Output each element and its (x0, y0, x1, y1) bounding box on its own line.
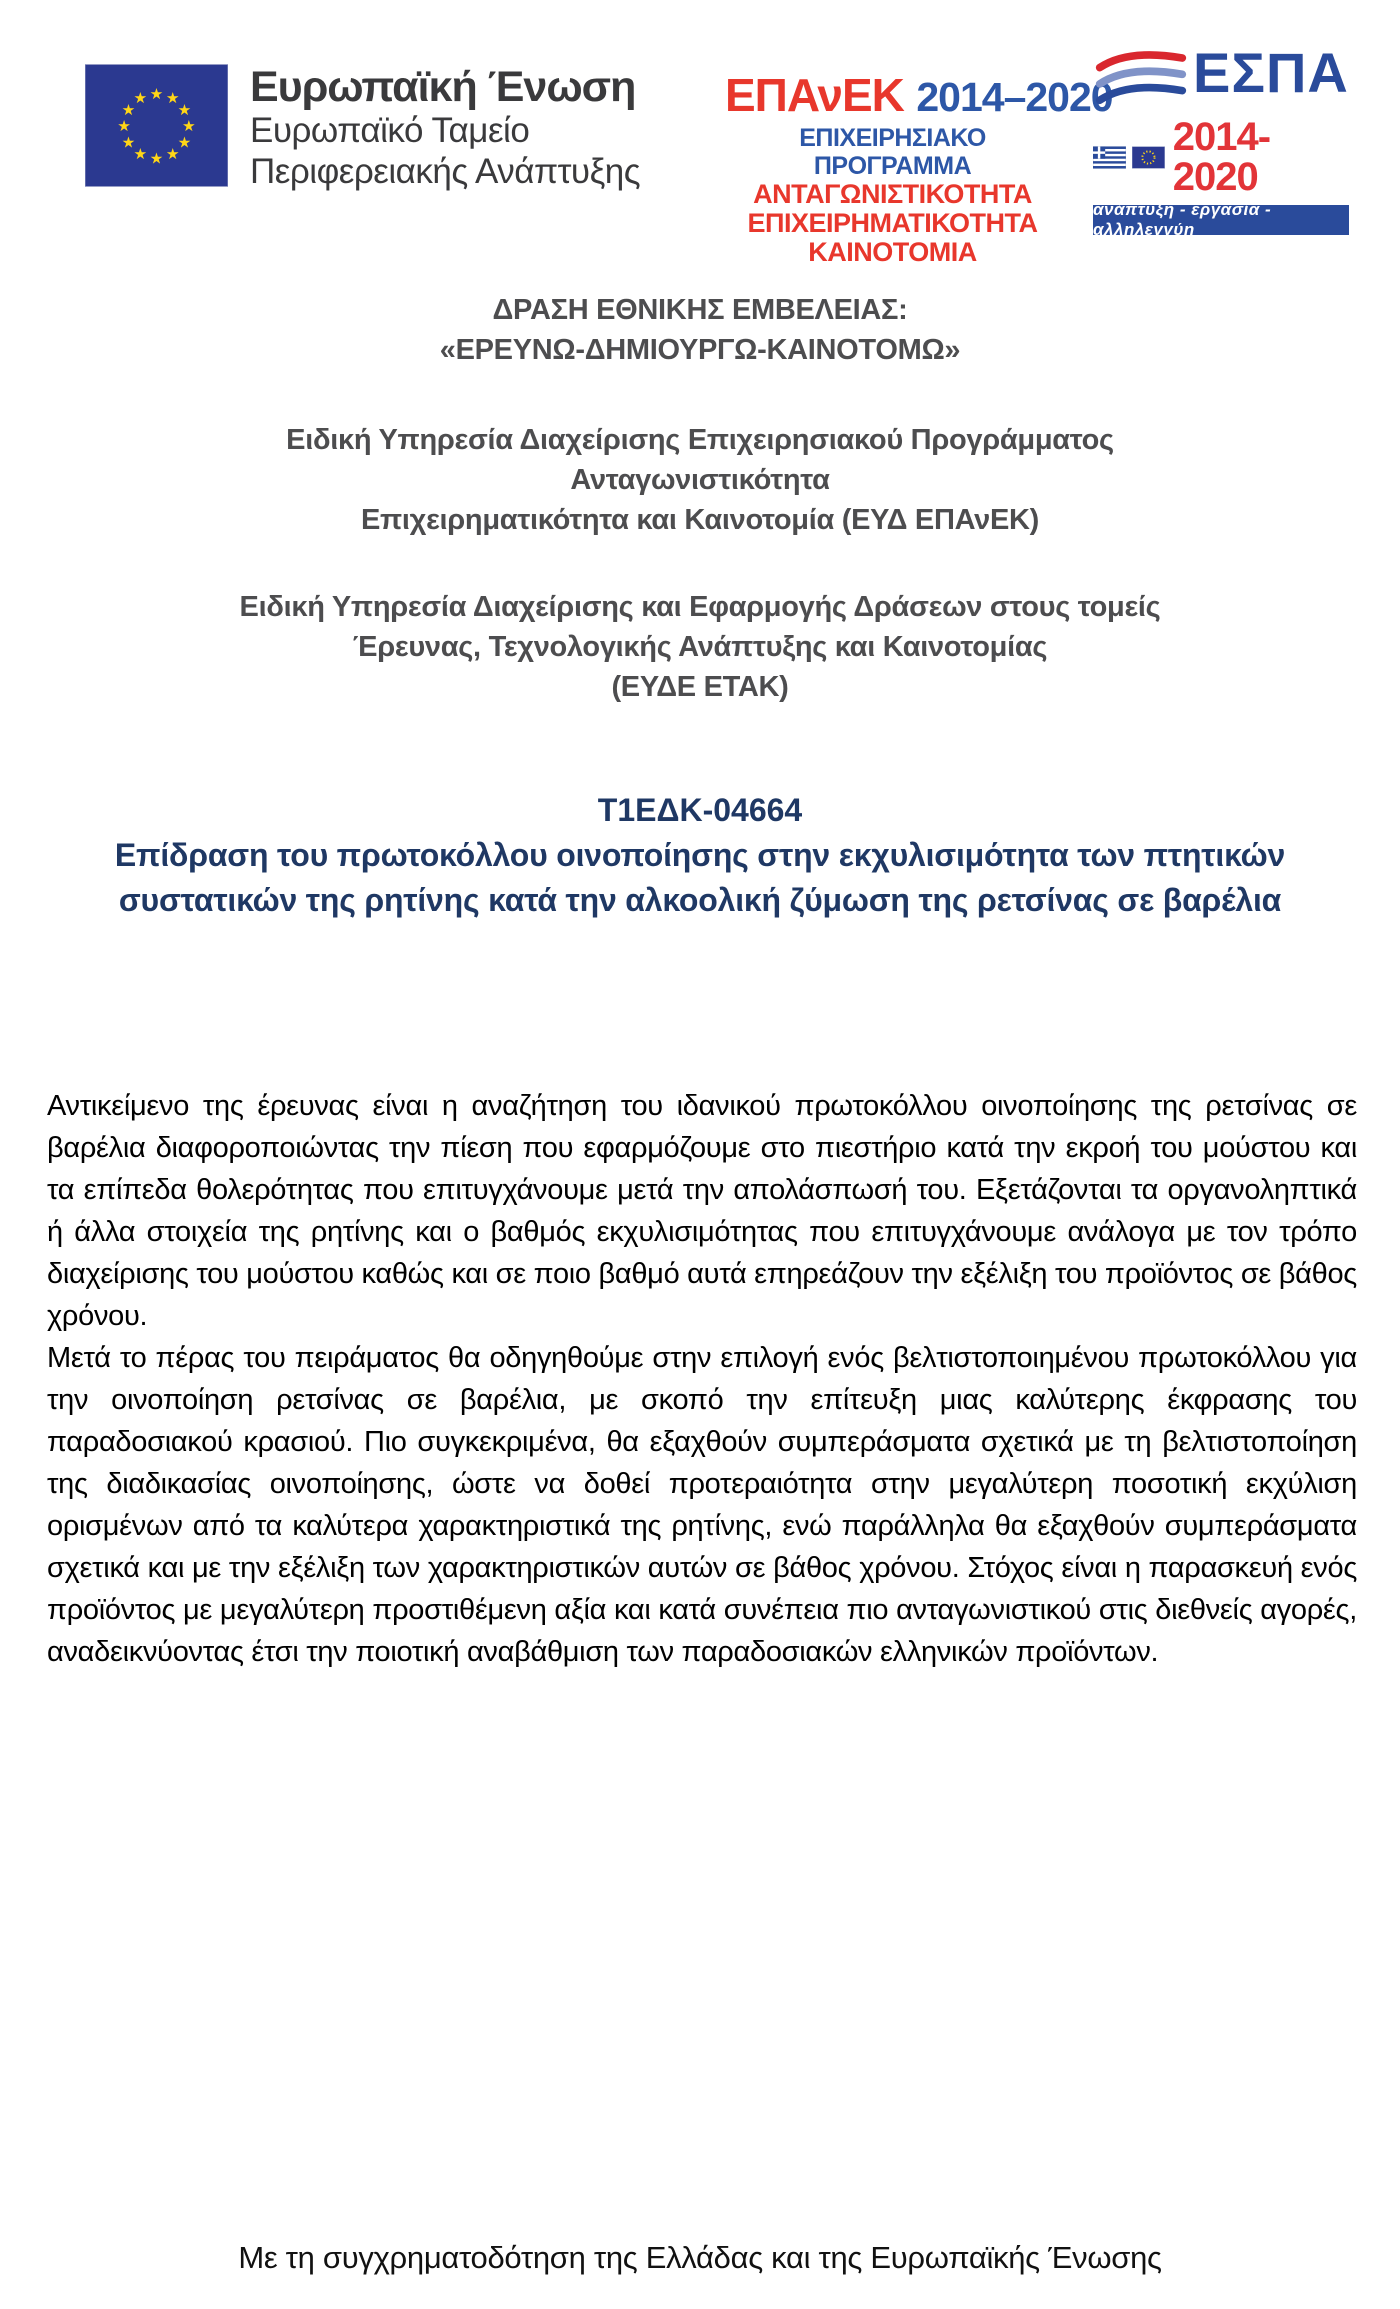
svg-text:★: ★ (182, 117, 196, 136)
svg-text:★: ★ (177, 133, 192, 152)
eu-flag-icon (85, 62, 228, 189)
description-paragraph-1: Αντικείμενο της έρευνας είναι η αναζήτηση του ιδανικού πρωτοκόλλου οινοποίησης της ρετσίνας σε βαρέλια διαφοροποιώντας την πίεση που εφαρμόζουμε στο πιεστήριο κατά την εκροή του μούστου και τα επίπεδα θολερότητας που επιτυγχάνουμε μετά την απολάσπωσή του. Εξετάζονται τα οργανοληπτικά ή άλλα στοιχεία της ρητίνης και ο βαθμός εκχυλισιμότητας που επιτυγχάνουμε ανάλογα με τον τρόπο διαχείρισης του μούστου καθώς και σε ποιο βαθμό αυτά επηρεάζουν την εξέλιξη του προϊόντος σε βάθος χρόνου. (47, 1090, 1357, 1332)
espa-logo (1093, 41, 1349, 239)
action-heading-line2: «ΕΡΕΥΝΩ-ΔΗΜΙΟΥΡΓΩ-ΚΑΙΝΟΤΟΜΩ» (439, 334, 961, 366)
espa-period: 2014-2020 (1172, 115, 1271, 199)
action-heading-line1: ΔΡΑΣΗ ΕΘΝΙΚΗΣ ΕΜΒΕΛΕΙΑΣ: (492, 294, 908, 326)
svg-text:★: ★ (133, 145, 148, 164)
svg-text:★: ★ (133, 89, 148, 108)
espa-top-row (1093, 41, 1349, 113)
greek-flag-icon (1093, 146, 1126, 169)
eu-logo-text (250, 62, 640, 193)
espa-banner (1093, 200, 1349, 239)
cofinancing-footer (0, 2240, 1400, 2276)
managing-authority-line3: Επιχειρηματικότητα και Καινοτομία (ΕΥΔ ΕΠΑνΕΚ) (360, 504, 1040, 536)
svg-text:★: ★ (149, 149, 164, 168)
svg-text:★: ★ (117, 117, 131, 136)
eu-flag-small-icon (1132, 146, 1165, 169)
eu-logo (85, 62, 640, 193)
cofinancing-text: Με τη συγχρηματοδότηση της Ελλάδας και της Ευρωπαϊκής Ένωσης (238, 2240, 1162, 2275)
eu-fund-line1: Ευρωπαϊκό Ταμείο (250, 111, 530, 151)
epanek-logo (725, 69, 1113, 268)
svg-text:★: ★ (177, 101, 192, 120)
svg-text:★: ★ (165, 145, 180, 164)
special-service-line3: (ΕΥΔΕ ΕΤΑΚ) (611, 671, 789, 703)
epanek-programme-line: ΕΠΙΧΕΙΡΗΣΙΑΚΟ ΠΡΟΓΡΑΜΜΑ (799, 124, 986, 180)
managing-authority-line2: Ανταγωνιστικότητα (570, 464, 830, 496)
espa-waves-icon (1093, 51, 1189, 113)
espa-name: ΕΣΠΑ (1193, 41, 1349, 104)
special-service-line2: Έρευνας, Τεχνολογικής Ανάπτυξης και Καινοτομίας (352, 631, 1048, 663)
svg-text:★: ★ (121, 133, 136, 152)
eu-fund-line2: Περιφερειακής Ανάπτυξης (250, 152, 641, 192)
eu-union-title: Ευρωπαϊκή Ένωση (250, 63, 636, 111)
project-title-block (45, 788, 1355, 923)
epanek-period: 2014–2020 (916, 74, 1113, 120)
description-paragraph-2: Μετά το πέρας του πειράματος θα οδηγηθούμε στην επιλογή ενός βελτιστοποιημένου πρωτοκόλλου για την οινοποίηση ρετσίνας σε βαρέλια, με σκοπό την επίτευξη μιας καλύτερης έκφρασης του παραδοσιακού κρασιού. Πιο συγκεκριμένα, θα εξαχθούν συμπεράσματα σχετικά με τη βελτιστοποίηση της διαδικασίας οινοποίησης, ώστε να δοθεί προτεραιότητα στην μεγαλύτερη ποσοτική εκχύλιση ορισμένων από τα καλύτερα χαρακτηριστικά της ρητίνης, ενώ παράλληλα θα εξαχθούν συμπεράσματα σχετικά και με την εξέλιξη των χαρακτηριστικών αυτών σε βάθος χρόνου. Στόχος είναι η παρασκευή ενός προϊόντος με μεγαλύτερη προστιθέμενη αξία και κατά συνέπεια πιο ανταγωνιστικού στις διεθνείς αγορές, αναδεικνύοντας έτσι την ποιοτική αναβάθμιση των παραδοσιακών ελληνικών προϊόντων. (47, 1342, 1357, 1668)
project-code: Τ1ΕΔΚ-04664 (597, 792, 803, 828)
epanek-name: ΕΠΑνΕΚ (725, 69, 904, 121)
svg-text:★: ★ (121, 101, 136, 120)
project-title: Επίδραση του πρωτοκόλλου οινοποίησης στην εκχυλισιμότητα των πτητικών συστατικών της ρητίνης κατά την αλκοολική ζύμωση της ρετσίνας σε βαρέλια (114, 837, 1286, 918)
espa-banner-text: ανάπτυξη - εργασία - αλληλεγγύη (1093, 200, 1272, 239)
epanek-title-line (725, 69, 1113, 121)
project-description (47, 1085, 1357, 1673)
funding-logos-header (0, 0, 1400, 268)
svg-text:★: ★ (149, 84, 164, 103)
document-headings (45, 290, 1355, 707)
svg-text:★: ★ (165, 89, 180, 108)
espa-flags-row (1093, 117, 1349, 197)
epanek-innovation-line: ΚΑΙΝΟΤΟΜΙΑ (808, 237, 977, 268)
epanek-entrepreneurship-line: ΕΠΙΧΕΙΡΗΜΑΤΙΚΟΤΗΤΑ (747, 208, 1038, 239)
managing-authority-line1: Ειδική Υπηρεσία Διαχείρισης Επιχειρησιακού Προγράμματος (286, 424, 1114, 456)
epanek-competitiveness-line: ΑΝΤΑΓΩΝΙΣΤΙΚΟΤΗΤΑ (753, 179, 1032, 209)
special-service-line1: Ειδική Υπηρεσία Διαχείρισης και Εφαρμογής Δράσεων στους τομείς (239, 591, 1161, 623)
